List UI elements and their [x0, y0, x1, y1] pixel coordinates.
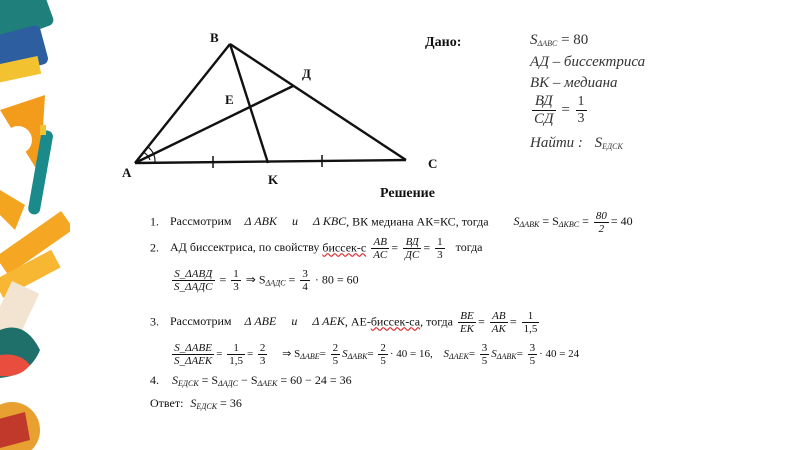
step-1-sub1: ΔABK — [519, 220, 540, 230]
step-3-and: и — [291, 314, 298, 329]
step-2b-eq2: = — [288, 272, 296, 287]
step-1-rest: , ВК медиана АК=КС, тогда — [346, 214, 489, 229]
bisector-ad — [135, 86, 293, 163]
step-3b-sub4: ΔABK — [496, 352, 517, 362]
point-label-a: A — [122, 165, 132, 180]
point-label-b: B — [210, 30, 219, 45]
answer-label: Ответ: — [150, 396, 184, 410]
given-median: ВК – медиана — [530, 75, 618, 91]
step-1-triangle-1: Δ ABK — [244, 214, 277, 229]
step-3b-result-1: · 40 = 16, — [389, 348, 433, 361]
step-2: 2. АД биссектриса, по свойству биссек-с $\frac{AB}{AC}$ = $\frac{ВД}{ДС}$ = $\frac{1}{3}$ тогда — [150, 236, 483, 261]
step-2-f1n: AB — [371, 236, 389, 249]
step-2b-arrow: ⇒ S — [245, 272, 266, 287]
ratio-val-den: 3 — [577, 111, 585, 126]
step-3-f3n: 1 — [522, 310, 540, 323]
step-3b-result-2: · 40 = 24 — [539, 348, 580, 361]
step-1-formula — [513, 210, 633, 235]
step-2b-f2d: 3 — [233, 281, 239, 293]
given-area-value: = 80 — [561, 32, 589, 48]
step-3: 3. Рассмотрим Δ ABE и Δ AEK, АЕ-биссек-са, тогда $\frac{BE}{EK}$ = $\frac{AB}{AK}$ = $\frac{1}{1,5}$ — [150, 310, 538, 335]
step-3b-frac-6 — [480, 342, 490, 367]
step-3b-frac-2 — [227, 342, 245, 367]
step-1-result: = 40 — [610, 214, 633, 229]
step-1-s1: S — [513, 214, 520, 229]
step-2-f2d: ДС — [405, 249, 420, 261]
step-2b-f2n: 1 — [233, 268, 239, 280]
step-3b-frac-1 — [172, 342, 214, 367]
find-s: S — [594, 135, 603, 151]
step-3b-frac-7 — [528, 342, 538, 367]
step-3b-f6n: 3 — [481, 342, 488, 354]
step-3-frac-2 — [490, 310, 508, 335]
step-3b-f2d: 1,5 — [229, 355, 243, 367]
find-sub: ЕДСК — [602, 142, 623, 151]
step-3b-frac-5 — [378, 342, 388, 367]
step-3-frac-3 — [522, 310, 540, 335]
step-1-frac-den: 2 — [598, 223, 605, 235]
answer-s: S — [190, 396, 197, 410]
step-3-f2n: AB — [490, 310, 508, 323]
step-1 — [150, 210, 633, 235]
step-3b-f4n: 2 — [332, 342, 339, 354]
find-label: Найти : — [530, 135, 583, 151]
step-3b: $\frac{\text{S\_ΔABE}}{\text{S\_ΔAEK}}$ = $\frac{1}{1,5}$ = $\frac{2}{3}$ ⇒ $S_{\Delta ABE}=$ $\frac{2}{5}$ $S_{\Delta ABK}=$ $\frac{2}{5}$ · 40 = 16, $S_{\Delta AEK}=$ $\frac{3}{5}$ $S_{\Delta ABK}=$ $\frac{3}{5}$ · 40 = 24 — [174, 342, 580, 367]
step-2b-frac-1 — [172, 268, 215, 293]
answer — [150, 396, 242, 411]
step-3-f3d: 1,5 — [523, 323, 538, 335]
step-3b-f6d: 5 — [481, 355, 488, 367]
ratio-fraction — [532, 93, 556, 128]
step-3b-f3n: 2 — [259, 342, 266, 354]
step-3b-f1n: S_ΔABE — [172, 342, 214, 355]
step-2-frac-1 — [371, 236, 389, 261]
point-label-c: C — [428, 156, 438, 171]
given-area-sub: ΔABC — [537, 39, 558, 48]
step-3-rest-1: , АЕ- — [344, 314, 371, 329]
answer-sub: ЕДСК — [196, 402, 218, 411]
step-4-minus: − S — [241, 373, 258, 387]
given-bisector: АД – биссектриса — [530, 54, 646, 70]
step-2-frac-3 — [435, 236, 445, 261]
step-3b-frac-3 — [258, 342, 268, 367]
step-3-num: 3. — [150, 314, 159, 329]
step-3b-s3: S — [443, 348, 449, 361]
side-ab — [135, 44, 230, 163]
step-1-and: и — [292, 214, 298, 229]
step-4-sub3: ΔAEK — [257, 379, 278, 388]
ratio-eq: = — [561, 101, 570, 118]
step-3-f1n: BE — [458, 310, 476, 323]
step-2b-result: · 80 = 60 — [314, 272, 359, 287]
step-3-f2d: AK — [491, 323, 506, 335]
given-find — [530, 135, 623, 152]
step-2b-f1d: S_ΔAДС — [174, 281, 213, 293]
step-3b-f3d: 3 — [259, 355, 266, 367]
step-2-underlined: биссек-с — [322, 240, 367, 255]
step-3b-f7n: 3 — [529, 342, 536, 354]
step-3-triangle-2: Δ AEK — [312, 314, 345, 329]
step-3b-s2: S — [342, 348, 348, 361]
point-label-k: K — [268, 172, 279, 187]
step-3-frac-1 — [458, 310, 476, 335]
step-1-sub2: ΔKBC — [558, 220, 580, 230]
step-2-tail: тогда — [455, 240, 483, 255]
step-2-num: 2. — [150, 240, 159, 255]
step-3b-sub1: ΔABE — [300, 352, 320, 362]
step-3b-arrow: ⇒ S — [282, 348, 301, 361]
given-title: Дано: — [425, 35, 462, 50]
solution-title: Решение — [380, 186, 435, 201]
step-3-f1d: EK — [459, 323, 475, 335]
step-3b-f7d: 5 — [529, 355, 536, 367]
median-bk — [230, 44, 268, 163]
step-1-fraction — [594, 210, 609, 235]
step-2b-f3n: 3 — [302, 268, 308, 280]
step-2-text: АД биссектриса, по свойству — [170, 240, 320, 255]
step-2b-f3d: 4 — [302, 281, 308, 293]
ratio-value — [576, 94, 587, 127]
ratio-den: СД — [534, 111, 554, 127]
step-1-eq: = S — [542, 214, 559, 229]
step-2b-frac-3 — [300, 268, 310, 293]
given-area-s: S — [530, 32, 538, 48]
step-4-num: 4. — [150, 373, 159, 387]
step-2-frac-2 — [403, 236, 421, 261]
step-1-frac-num: 80 — [595, 210, 607, 222]
step-3-text: Рассмотрим — [170, 314, 232, 329]
step-2-f3n: 1 — [437, 236, 443, 248]
step-2b-eq: = — [219, 272, 227, 287]
step-4-eq: = S — [201, 373, 219, 387]
point-label-e: E — [225, 92, 234, 107]
step-2b-sub: ΔAДС — [265, 278, 286, 288]
ratio-val-num: 1 — [577, 94, 585, 109]
step-3b-sub3: ΔAEK — [449, 352, 469, 362]
step-1-triangle-2: Δ KBC — [313, 214, 347, 229]
step-3b-f5n: 2 — [380, 342, 386, 354]
step-2b-frac-2 — [231, 268, 241, 293]
step-4-s: S — [172, 373, 178, 387]
step-4-result: = 60 − 24 = 36 — [280, 373, 352, 387]
step-3-triangle-1: Δ ABE — [244, 314, 277, 329]
step-3b-s4: S — [491, 348, 497, 361]
step-3-underlined: биссек-са — [370, 314, 421, 329]
step-2b — [170, 268, 359, 293]
step-4-sub: ЕДСК — [178, 379, 199, 388]
step-3-rest-2: , тогда — [420, 314, 453, 329]
step-2-f2n: ВД — [403, 236, 421, 249]
step-3b-frac-4 — [331, 342, 341, 367]
step-2-f1d: AC — [373, 249, 388, 261]
step-3b-f2n: 1 — [227, 342, 245, 355]
step-3b-sub2: ΔABK — [347, 352, 368, 362]
side-bc — [230, 44, 406, 160]
step-3b-f4d: 5 — [332, 355, 339, 367]
step-4-sub2: ΔAДС — [218, 379, 239, 388]
step-1-text: Рассмотрим — [170, 214, 232, 229]
point-label-d: Д — [302, 66, 311, 81]
step-1-num: 1. — [150, 214, 159, 229]
step-2-f3d: 3 — [437, 249, 443, 261]
given-ratio — [530, 93, 589, 128]
step-1-eq2: = — [582, 214, 589, 229]
step-3b-f5d: 5 — [380, 355, 386, 367]
step-2b-f1n: S_ΔABД — [172, 268, 215, 281]
answer-value: = 36 — [220, 396, 242, 410]
step-3b-f1d: S_ΔAEK — [174, 355, 213, 367]
side-ac — [135, 160, 406, 163]
step-4 — [150, 373, 352, 388]
ratio-num: ВД — [532, 93, 556, 111]
given-area — [530, 32, 588, 49]
